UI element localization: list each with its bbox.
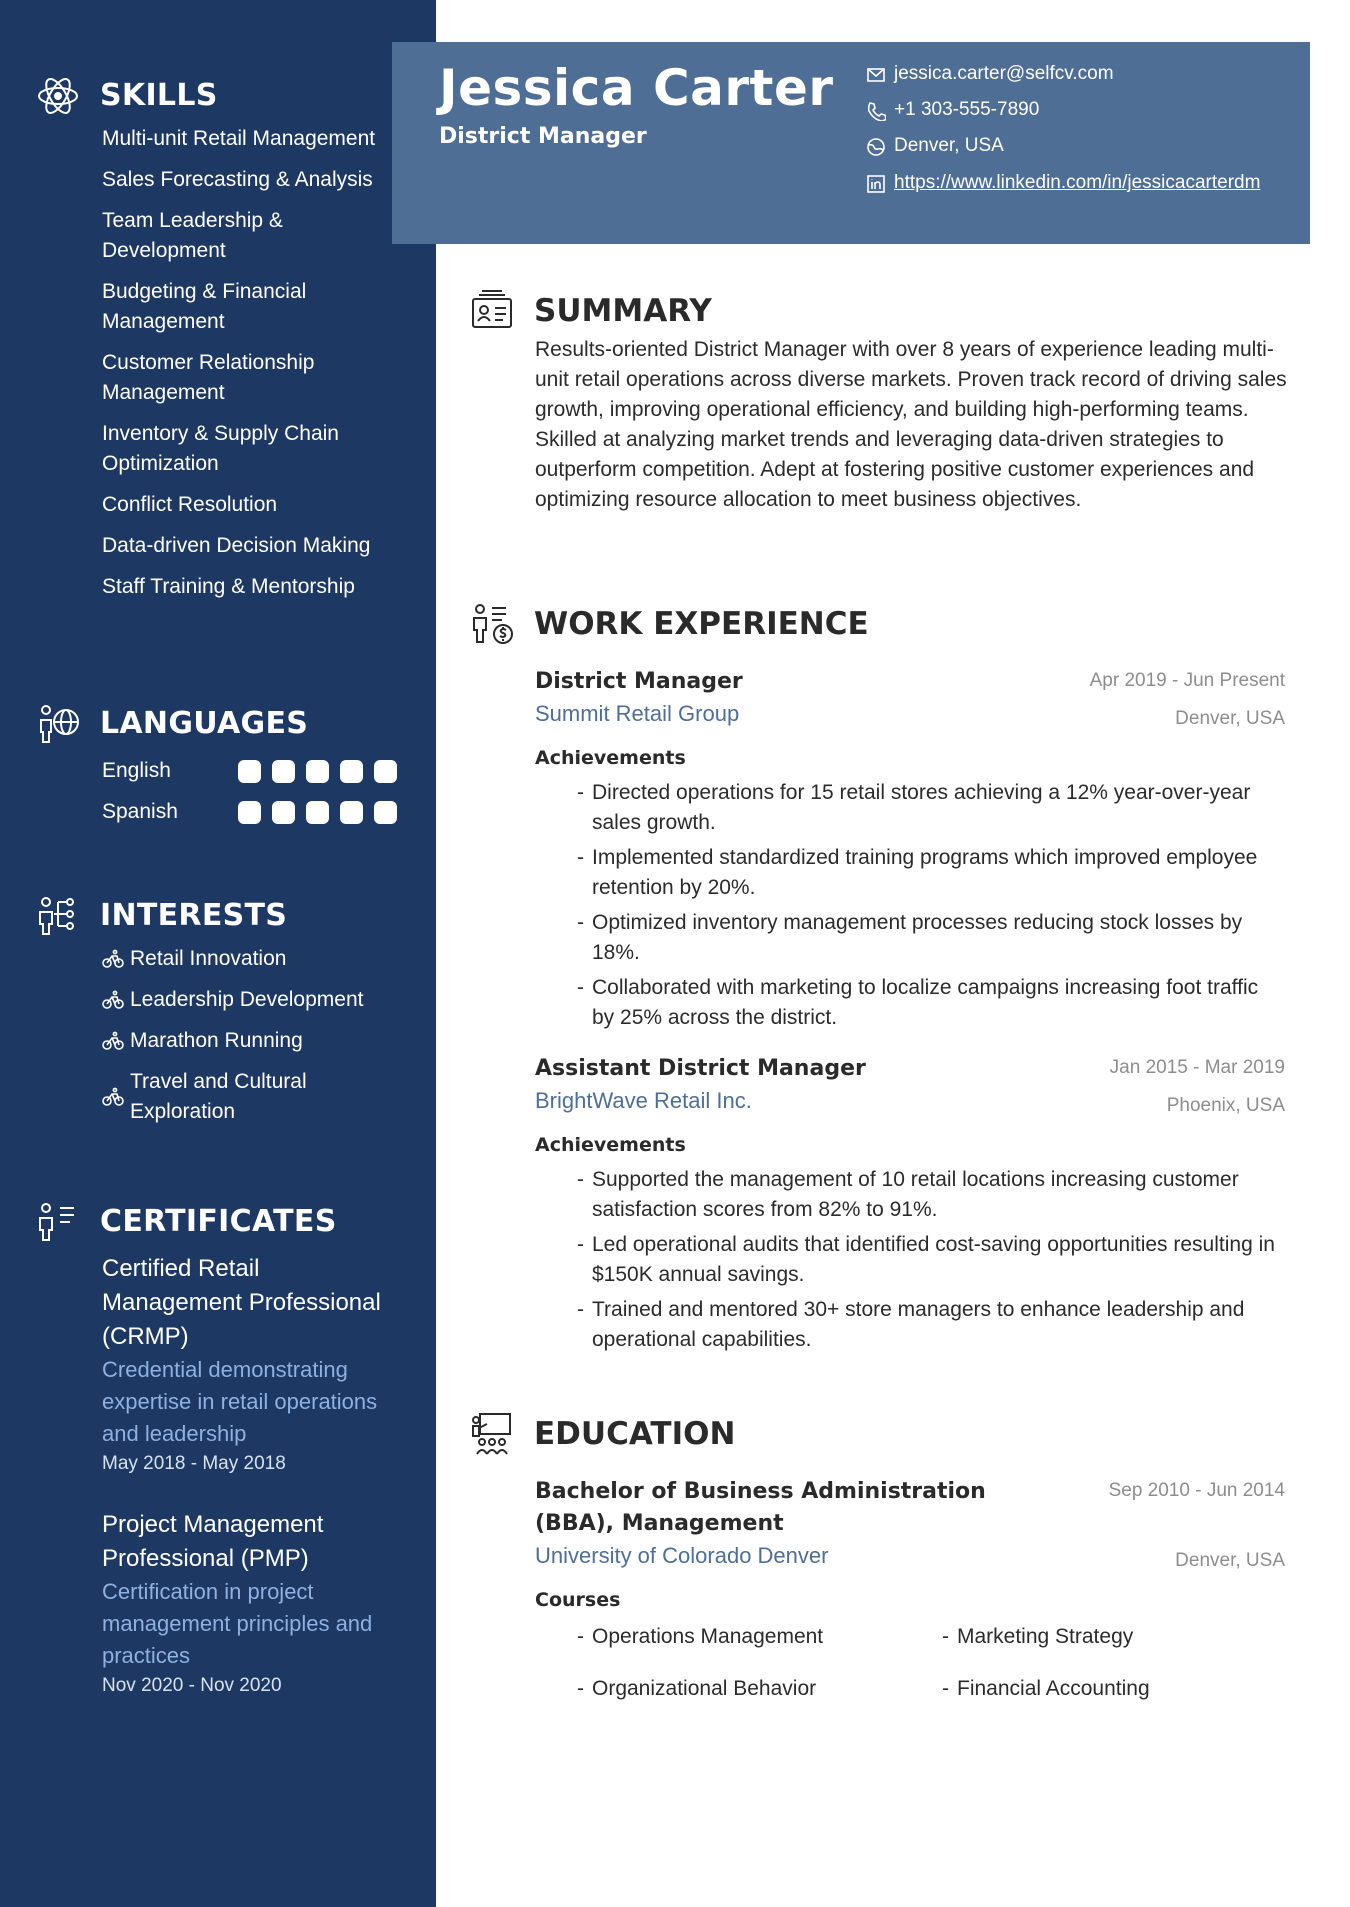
level-dot xyxy=(374,801,397,824)
bicycle-icon xyxy=(102,1087,124,1107)
education-title: EDUCATION xyxy=(534,1416,736,1452)
education-location: Denver, USA xyxy=(1175,1550,1285,1571)
interests-list xyxy=(102,944,402,1127)
achievement-item: - Trained and mentored 30+ store managers to enhance leadership and operational capabilities. xyxy=(577,1295,1277,1355)
candidate-role: District Manager xyxy=(439,124,647,149)
id-card-icon xyxy=(470,289,514,333)
job-company: Summit Retail Group xyxy=(535,701,740,726)
experience-title: WORK EXPERIENCE xyxy=(534,606,869,642)
person-money-icon xyxy=(470,602,514,646)
level-dot xyxy=(374,760,397,783)
interest-item xyxy=(102,944,402,974)
language-row-spanish xyxy=(102,797,436,838)
degree-title: Bachelor of Business Administration (BBA), Management xyxy=(535,1479,986,1536)
job-company: BrightWave Retail Inc. xyxy=(535,1088,752,1113)
envelope-icon xyxy=(866,65,886,85)
certificate-description: Credential demonstrating expertise in retail operations and leadership xyxy=(102,1357,378,1446)
course-item: - Operations Management xyxy=(577,1622,942,1652)
interest-label: Retail Innovation xyxy=(130,947,287,970)
level-dot xyxy=(238,801,261,824)
job-location: Denver, USA xyxy=(1175,708,1285,729)
skill-item: Data-driven Decision Making xyxy=(102,534,371,557)
achievement-item: - Led operational audits that identified cost-saving opportunities resulting in $150K annual savings. xyxy=(577,1230,1277,1290)
certificate-item xyxy=(102,1508,402,1700)
certificates-title: CERTIFICATES xyxy=(100,1204,337,1239)
skills-section xyxy=(0,74,436,613)
globe-person-icon xyxy=(36,702,80,746)
bicycle-icon xyxy=(102,949,124,969)
interest-label: Marathon Running xyxy=(130,1029,303,1052)
person-list-icon xyxy=(36,1200,80,1244)
summary-title: SUMMARY xyxy=(534,293,712,329)
summary-section xyxy=(470,289,1310,515)
level-dot xyxy=(272,801,295,824)
achievements-label: Achievements xyxy=(535,1134,686,1156)
skill-item: Sales Forecasting & Analysis xyxy=(102,168,373,191)
certificate-item xyxy=(102,1252,402,1478)
certificate-name: Certified Retail Management Professional (CRMP) xyxy=(102,1255,381,1350)
bicycle-icon xyxy=(102,990,124,1010)
achievements-list xyxy=(577,778,1277,1033)
interest-item xyxy=(102,985,402,1015)
certificate-date: May 2018 - May 2018 xyxy=(102,1453,286,1474)
header-box xyxy=(392,42,1310,244)
language-name: English xyxy=(102,759,171,782)
sidebar xyxy=(0,0,436,1907)
skills-title: SKILLS xyxy=(100,78,218,113)
level-dot xyxy=(272,760,295,783)
certificates-section xyxy=(0,1200,436,1730)
experience-section xyxy=(470,602,1310,1360)
course-item: - Financial Accounting xyxy=(942,1674,1282,1704)
course-item: - Organizational Behavior xyxy=(577,1674,942,1704)
job-title: District Manager xyxy=(535,669,743,694)
courses-grid xyxy=(577,1622,1285,1704)
interest-label: Travel and Cultural Exploration xyxy=(130,1070,307,1123)
language-level xyxy=(238,801,397,824)
languages-section xyxy=(0,702,436,838)
achievement-item: - Optimized inventory management processes reducing stock losses by 18%. xyxy=(577,908,1277,968)
level-dot xyxy=(306,801,329,824)
language-level xyxy=(238,760,397,783)
phone-text[interactable]: +1 303-555-7890 xyxy=(894,99,1040,120)
atom-icon xyxy=(36,74,80,118)
level-dot xyxy=(306,760,329,783)
bicycle-icon xyxy=(102,1031,124,1051)
phone-icon xyxy=(866,101,886,121)
job-dates: Apr 2019 - Jun Present xyxy=(1089,670,1285,691)
summary-text: Results-oriented District Manager with over 8 years of experience leading multi-unit retail operations across diverse markets. Proven track record of driving sales growth, improving operational efficiency, and building high-performing teams. Skilled at analyzing market trends and leveraging data-driven strategies to outperform competition. Adept at fostering positive customer experiences and optimizing resource allocation to meet business objectives. xyxy=(535,338,1287,511)
languages-title: LANGUAGES xyxy=(100,706,309,741)
job-location: Phoenix, USA xyxy=(1166,1095,1285,1116)
skill-item: Team Leadership & Development xyxy=(102,209,283,262)
certificate-description: Certification in project management principles and practices xyxy=(102,1579,373,1668)
language-name: Spanish xyxy=(102,800,178,823)
job-entry xyxy=(535,1053,1285,1355)
candidate-name: Jessica Carter xyxy=(439,59,834,117)
linkedin-icon xyxy=(866,174,886,194)
globe-icon xyxy=(866,137,886,157)
education-dates: Sep 2010 - Jun 2014 xyxy=(1108,1480,1285,1501)
job-entry xyxy=(535,666,1285,1033)
skill-item: Budgeting & Financial Management xyxy=(102,280,307,333)
achievements-list xyxy=(577,1165,1277,1355)
achievement-item: - Directed operations for 15 retail stores achieving a 12% year-over-year sales growth. xyxy=(577,778,1277,838)
classroom-icon xyxy=(470,1412,514,1456)
job-title: Assistant District Manager xyxy=(535,1056,866,1081)
skill-item: Customer Relationship Management xyxy=(102,351,315,404)
skill-item: Staff Training & Mentorship xyxy=(102,575,355,598)
courses-label: Courses xyxy=(535,1589,621,1611)
interests-title: INTERESTS xyxy=(100,898,288,933)
location-text: Denver, USA xyxy=(894,135,1004,156)
achievements-label: Achievements xyxy=(535,747,686,769)
achievement-item: - Collaborated with marketing to localize campaigns increasing foot traffic by 25% across the district. xyxy=(577,973,1277,1033)
skill-item: Conflict Resolution xyxy=(102,493,278,516)
course-item: - Marketing Strategy xyxy=(942,1622,1282,1652)
certificate-name: Project Management Professional (PMP) xyxy=(102,1511,324,1572)
level-dot xyxy=(340,760,363,783)
skill-item: Multi-unit Retail Management xyxy=(102,127,376,150)
language-row-english xyxy=(102,756,436,797)
skills-list xyxy=(102,124,402,602)
achievement-item: - Implemented standardized training programs which improved employee retention by 20%. xyxy=(577,843,1277,903)
school-name: University of Colorado Denver xyxy=(535,1543,829,1568)
level-dot xyxy=(238,760,261,783)
achievement-item: - Supported the management of 10 retail locations increasing customer satisfaction scores from 82% to 91%. xyxy=(577,1165,1277,1225)
email-text[interactable]: jessica.carter@selfcv.com xyxy=(894,63,1114,84)
interests-section xyxy=(0,894,436,1138)
level-dot xyxy=(340,801,363,824)
job-dates: Jan 2015 - Mar 2019 xyxy=(1109,1057,1285,1078)
interest-item xyxy=(102,1067,402,1127)
skill-item: Inventory & Supply Chain Optimization xyxy=(102,422,339,475)
interest-label: Leadership Development xyxy=(130,988,364,1011)
linkedin-link[interactable]: https://www.linkedin.com/in/jessicacarterdm xyxy=(894,172,1261,193)
person-options-icon xyxy=(36,894,80,938)
education-entry xyxy=(535,1476,1285,1704)
interest-item xyxy=(102,1026,402,1056)
education-section xyxy=(470,1412,1310,1704)
certificate-date: Nov 2020 - Nov 2020 xyxy=(102,1675,282,1696)
